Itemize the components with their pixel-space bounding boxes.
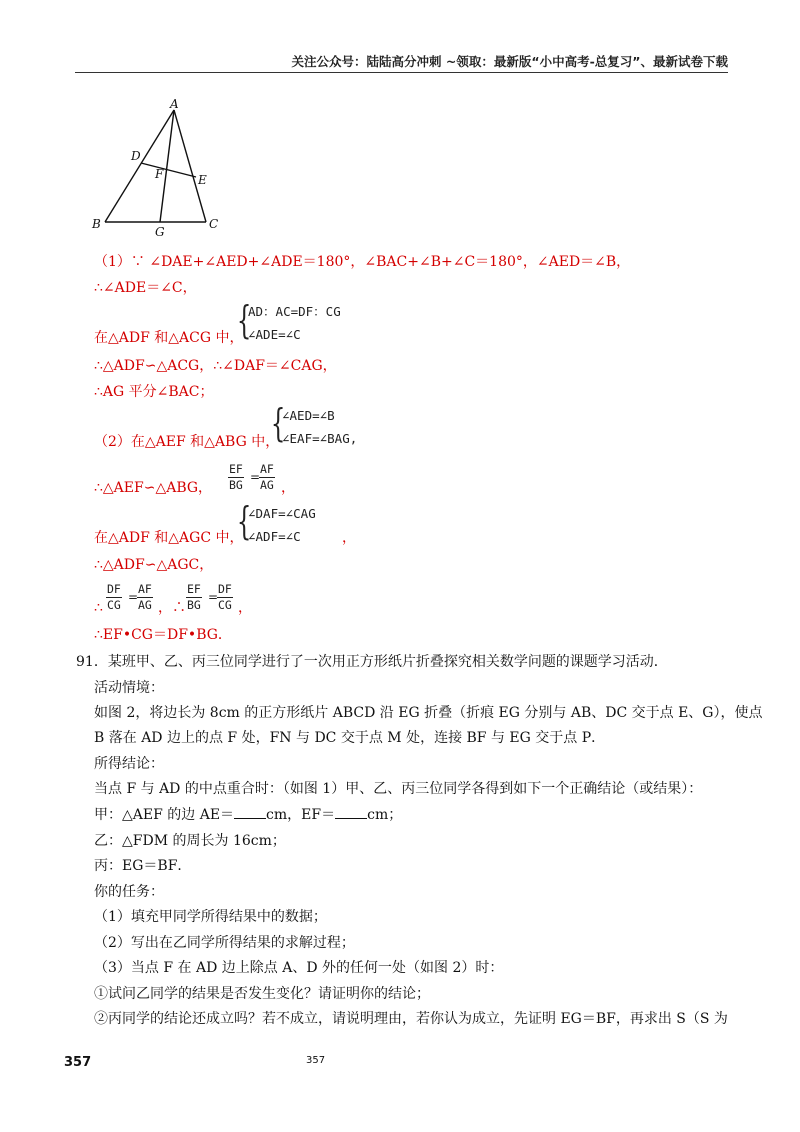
label-c: C	[209, 217, 219, 231]
therefore-2: ，∴	[158, 600, 186, 616]
system-3-row-2: ∠ADF=∠C	[248, 529, 301, 544]
problem-line-11: （1）填充甲同学所得结果中的数据；	[94, 909, 327, 925]
brace-1: {	[236, 298, 252, 342]
solution-line-5: ∴AG 平分∠BAC；	[94, 384, 214, 400]
triangle-figure	[88, 98, 238, 238]
label-g: G	[155, 225, 165, 238]
problem-title: 91．某班甲、乙、丙三位同学进行了一次用正方形纸片折叠探究相关数学问题的课题学习活动．	[76, 654, 668, 670]
page-number-left: 357	[64, 1055, 92, 1070]
problem-line-10: 你的任务：	[94, 884, 164, 900]
label-a: A	[170, 98, 179, 111]
blank-ae[interactable]	[234, 806, 266, 819]
blank-ef[interactable]	[335, 806, 367, 819]
page-number-center: 357	[306, 1055, 326, 1066]
problem-line-5: 所得结论：	[94, 756, 164, 772]
comma-2: ，	[342, 530, 356, 546]
side-ab	[105, 110, 174, 222]
segment-de	[141, 163, 196, 177]
system-3-row-1: ∠DAF=∠CAG	[248, 506, 316, 521]
system-1-row-1: AD：AC=DF：CG	[248, 304, 341, 319]
brace-3: {	[236, 499, 252, 543]
solution-line-2: ∴∠ADE＝∠C，	[94, 280, 197, 296]
system-2-row-2: ∠EAF=∠BAG,	[282, 431, 358, 446]
problem-line-15: ②丙同学的结论还成立吗？若不成立，请说明理由，若你认为成立，先证明 EG＝BF，再求出 S（S 为	[94, 1011, 728, 1027]
solution-line-9: ∴△ADF∽△AGC，	[94, 557, 214, 573]
problem-line-2: 活动情境：	[94, 680, 164, 696]
label-f: F	[155, 167, 164, 181]
problem-line-9: 丙：EG＝BF．	[94, 858, 192, 874]
problem-line-8: 乙：△FDM 的周长为 16cm；	[94, 833, 286, 849]
problem-line-13: （3）当点 F 在 AD 边上除点 A、D 外的任何一处（如图 2）时：	[94, 960, 504, 976]
page-header: 关注公众号：陆陆高分冲刺 ~领取：最新版“小中高考-总复习”、最新试卷下载	[291, 54, 728, 69]
fraction-af-ag-2: $\frac{AF}{AG}$	[138, 582, 152, 612]
problem-line-4: B 落在 AD 边上的点 F 处，FN 与 DC 交于点 M 处，连接 BF 与 EG 交于点 P．	[94, 730, 606, 746]
fraction-df-cg-2: $\frac{DF}{CG}$	[218, 582, 232, 612]
fraction-af-ag: $\frac{AF}{AG}$	[260, 462, 274, 492]
segment-ag	[160, 110, 174, 222]
therefore-1: ∴	[94, 600, 103, 616]
problem-line-12: （2）写出在乙同学所得结果的求解过程；	[94, 935, 355, 951]
side-ac	[174, 110, 206, 222]
label-e: E	[198, 173, 207, 187]
problem-line-7: 甲：△AEF 的边 AE＝ cm，EF＝ cm；	[94, 807, 403, 823]
brace-2: {	[270, 401, 286, 445]
problem-line-6: 当点 F 与 AD 的中点重合时：（如图 1）甲、乙、丙三位同学各得到如下一个正确结论（或结果）：	[94, 781, 703, 797]
solution-line-4: ∴△ADF∽△ACG，∴∠DAF＝∠CAG，	[94, 358, 337, 374]
label-b: B	[92, 217, 101, 231]
problem-line-14: ①试问乙同学的结果是否发生变化？请证明你的结论；	[94, 986, 430, 1002]
solution-line-6: （2）在△AEF 和△ABG 中，	[94, 434, 280, 450]
solution-line-1: （1）∵ ∠DAE+∠AED+∠ADE＝180°，∠BAC+∠B+∠C＝180°，∠AED＝∠B，	[94, 254, 631, 270]
problem-line-3: 如图 2，将边长为 8cm 的正方形纸片 ABCD 沿 EG 折叠（折痕 EG 分别与 AB、DC 交于点 E、G），使点	[94, 705, 763, 721]
comma-1: ，	[281, 480, 295, 496]
fraction-df-cg: $\frac{DF}{CG}$	[107, 582, 121, 612]
fraction-ef-bg: $\frac{EF}{BG}$	[229, 462, 243, 492]
label-d: D	[131, 149, 141, 163]
solution-line-3: 在△ADF 和△ACG 中，	[94, 330, 244, 346]
comma-3: ，	[238, 600, 252, 616]
system-1-row-2: ∠ADE=∠C	[248, 327, 301, 342]
solution-line-11: ∴EF•CG＝DF•BG．	[94, 627, 232, 643]
solution-line-8: 在△ADF 和△AGC 中，	[94, 530, 244, 546]
fraction-ef-bg-2: $\frac{EF}{BG}$	[187, 582, 201, 612]
system-2-row-1: ∠AED=∠B	[282, 408, 335, 423]
header-rule	[75, 72, 728, 73]
solution-line-7: ∴△AEF∽△ABG，	[94, 480, 213, 496]
